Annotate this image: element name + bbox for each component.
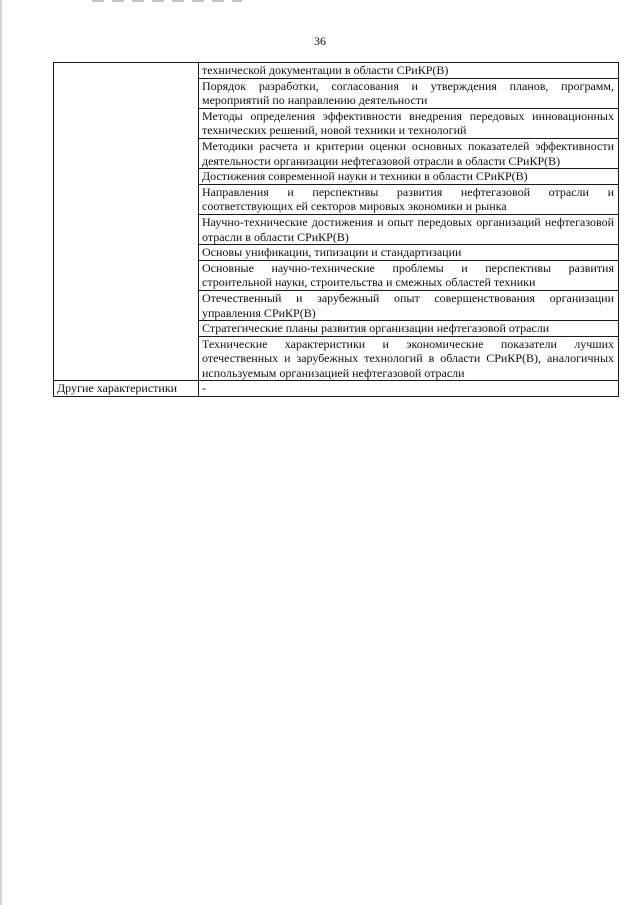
knowledge-item: Методы определения эффективности внедрения передовых инновационных технических решений, новой техники и технологий bbox=[199, 108, 619, 138]
scan-left-edge bbox=[0, 0, 3, 905]
knowledge-item: Основы унификации, типизации и стандартизации bbox=[199, 245, 619, 261]
other-characteristics-label: Другие характеристики bbox=[54, 381, 199, 397]
knowledge-item: Порядок разработки, согласования и утверждения планов, программ, мероприятий по направлению деятельности bbox=[199, 78, 619, 108]
page-number: 36 bbox=[314, 34, 326, 48]
other-characteristics-value: - bbox=[199, 381, 619, 397]
required-knowledge-label-cell bbox=[54, 63, 199, 381]
knowledge-item: Научно-технические достижения и опыт передовых организаций нефтегазовой отрасли в области СРиКР(В) bbox=[199, 214, 619, 244]
knowledge-item: Технические характеристики и экономические показатели лучших отечественных и зарубежных технологий в области СРиКР(В), аналогичных используемым организацией нефтегазовой отрасли bbox=[199, 336, 619, 381]
requirements-table bbox=[53, 62, 619, 397]
knowledge-item: Направления и перспективы развития нефтегазовой отрасли и соответствующих ей секторов мировых экономики и рынка bbox=[199, 184, 619, 214]
scan-top-artifact bbox=[92, 0, 242, 2]
knowledge-item: Отечественный и зарубежный опыт совершенствования организации управления СРиКР(В) bbox=[199, 290, 619, 320]
knowledge-item: технической документации в области СРиКР(В) bbox=[199, 63, 619, 79]
knowledge-item: Основные научно-технические проблемы и перспективы развития строительной науки, строительства и смежных областей техники bbox=[199, 260, 619, 290]
knowledge-item: Стратегические планы развития организации нефтегазовой отрасли bbox=[199, 321, 619, 337]
table-row bbox=[54, 63, 619, 79]
knowledge-item: Методики расчета и критерии оценки основных показателей эффективности деятельности организации нефтегазовой отрасли в области СРиКР(В) bbox=[199, 138, 619, 168]
table-row bbox=[54, 381, 619, 397]
knowledge-item: Достижения современной науки и техники в области СРиКР(В) bbox=[199, 169, 619, 185]
